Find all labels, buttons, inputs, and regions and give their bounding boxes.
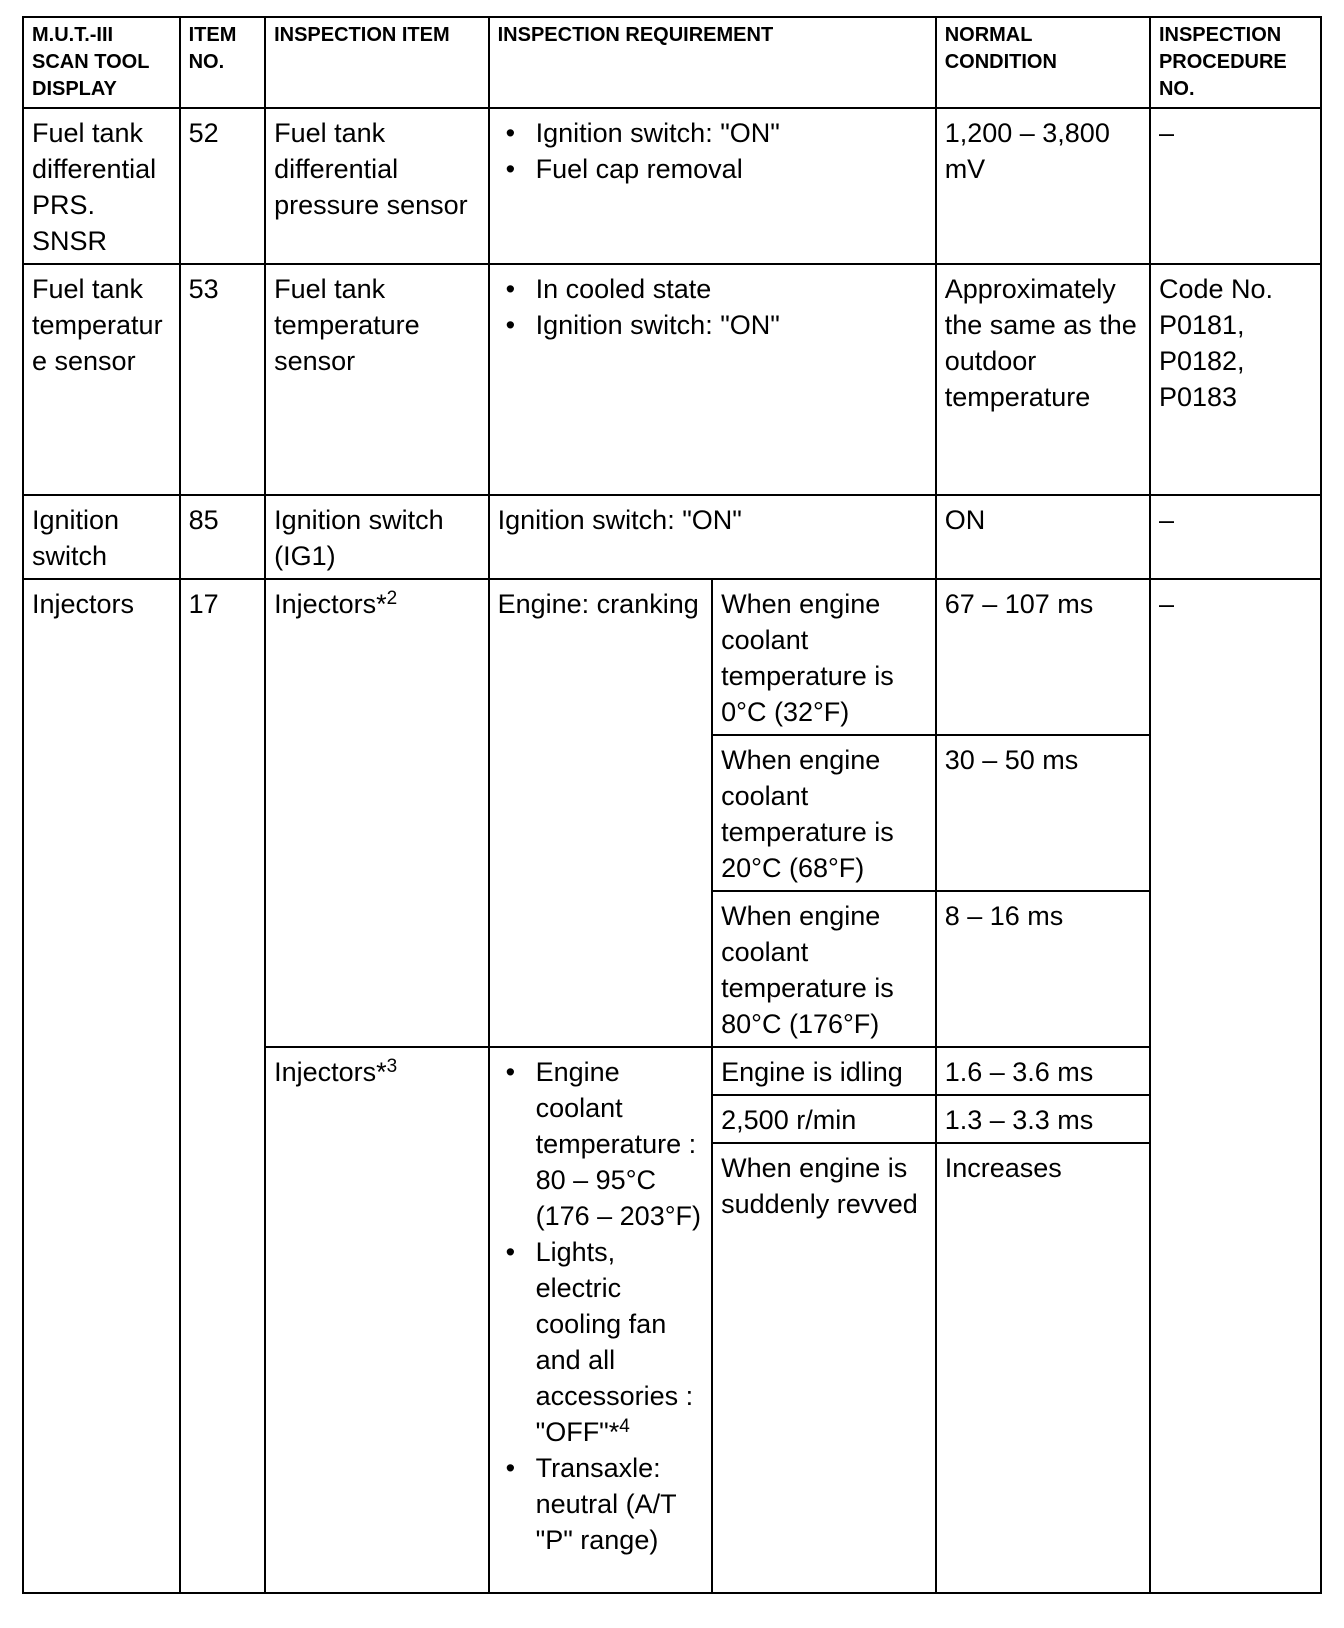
header-procedure-no: INSPECTION PROCEDURE NO.	[1150, 17, 1321, 108]
cell-requirement	[489, 1047, 713, 1593]
requirement-bullet: • Ignition switch: "ON"	[536, 307, 927, 343]
cell-inspection-item	[265, 579, 489, 1047]
requirement-bullet: • In cooled state	[536, 271, 927, 307]
requirement-text: Lights, electric cooling fan and all accessories : "OFF"*	[535, 1237, 694, 1447]
header-inspection-requirement: INSPECTION REQUIREMENT	[489, 17, 936, 108]
cell-normal-condition: 8 – 16 ms	[936, 891, 1150, 1047]
table-row	[23, 579, 1321, 735]
cell-procedure: Code No. P0181, P0182, P0183	[1150, 264, 1321, 495]
cell-inspection-item: Fuel tank temperature sensor	[265, 264, 489, 495]
cell-normal-condition: 1.6 – 3.6 ms	[936, 1047, 1150, 1095]
cell-inspection-item: Ignition switch (IG1)	[265, 495, 489, 579]
item-label: Injectors*	[274, 589, 387, 619]
cell-condition: When engine coolant temperature is 20°C (68°F)	[712, 735, 936, 891]
cell-requirement: Ignition switch: "ON"	[489, 495, 936, 579]
cell-condition: When engine coolant temperature is 0°C (32°F)	[712, 579, 936, 735]
cell-item-no: 85	[180, 495, 266, 579]
cell-normal-condition: 30 – 50 ms	[936, 735, 1150, 891]
cell-display: Fuel tank differential PRS. SNSR	[23, 108, 180, 264]
requirement-bullet	[536, 1234, 704, 1450]
header-inspection-item: INSPECTION ITEM	[265, 17, 489, 108]
cell-condition: When engine coolant temperature is 80°C (176°F)	[712, 891, 936, 1047]
cell-normal-condition: ON	[936, 495, 1150, 579]
cell-procedure: –	[1150, 495, 1321, 579]
inspection-table	[22, 16, 1322, 1594]
requirement-bullet: • Engine coolant temperature : 80 – 95°C (176 – 203°F)	[536, 1054, 704, 1234]
cell-requirement	[489, 264, 936, 495]
cell-normal-condition: Increases	[936, 1143, 1150, 1593]
footnote-marker: 2	[386, 588, 398, 609]
cell-inspection-item: Fuel tank differential pressure sensor	[265, 108, 489, 264]
table-row	[23, 495, 1321, 579]
requirement-bullet: • Fuel cap removal	[536, 151, 927, 187]
cell-normal-condition: Approximately the same as the outdoor temperature	[936, 264, 1150, 495]
header-normal-condition: NORMAL CONDITION	[936, 17, 1150, 108]
footnote-marker: 3	[386, 1056, 398, 1077]
requirement-bullet: • Transaxle: neutral (A/T "P" range)	[536, 1450, 704, 1558]
header-item-no: ITEM NO.	[180, 17, 266, 108]
cell-normal-condition: 1.3 – 3.3 ms	[936, 1095, 1150, 1143]
footnote-marker: 4	[619, 1416, 630, 1437]
cell-display: Fuel tank temperature sensor	[23, 264, 180, 495]
cell-item-no: 53	[180, 264, 266, 495]
cell-procedure: –	[1150, 579, 1321, 1593]
cell-item-no: 52	[180, 108, 266, 264]
cell-requirement	[489, 108, 936, 264]
cell-condition: Engine is idling	[712, 1047, 936, 1095]
cell-item-no: 17	[180, 579, 266, 1593]
header-scan-tool-display: M.U.T.-III SCAN TOOL DISPLAY	[23, 17, 180, 108]
cell-condition: When engine is suddenly revved	[712, 1143, 936, 1593]
cell-procedure: –	[1150, 108, 1321, 264]
cell-display: Ignition switch	[23, 495, 180, 579]
cell-condition: 2,500 r/min	[712, 1095, 936, 1143]
cell-inspection-item	[265, 1047, 489, 1593]
cell-normal-condition: 1,200 – 3,800 mV	[936, 108, 1150, 264]
header-row	[23, 17, 1321, 108]
requirement-bullet: • Ignition switch: "ON"	[536, 115, 927, 151]
table-row	[23, 108, 1321, 264]
item-label: Injectors*	[274, 1057, 387, 1087]
cell-normal-condition: 67 – 107 ms	[936, 579, 1150, 735]
cell-display: Injectors	[23, 579, 180, 1593]
table-row	[23, 264, 1321, 495]
cell-requirement: Engine: cranking	[489, 579, 713, 1047]
